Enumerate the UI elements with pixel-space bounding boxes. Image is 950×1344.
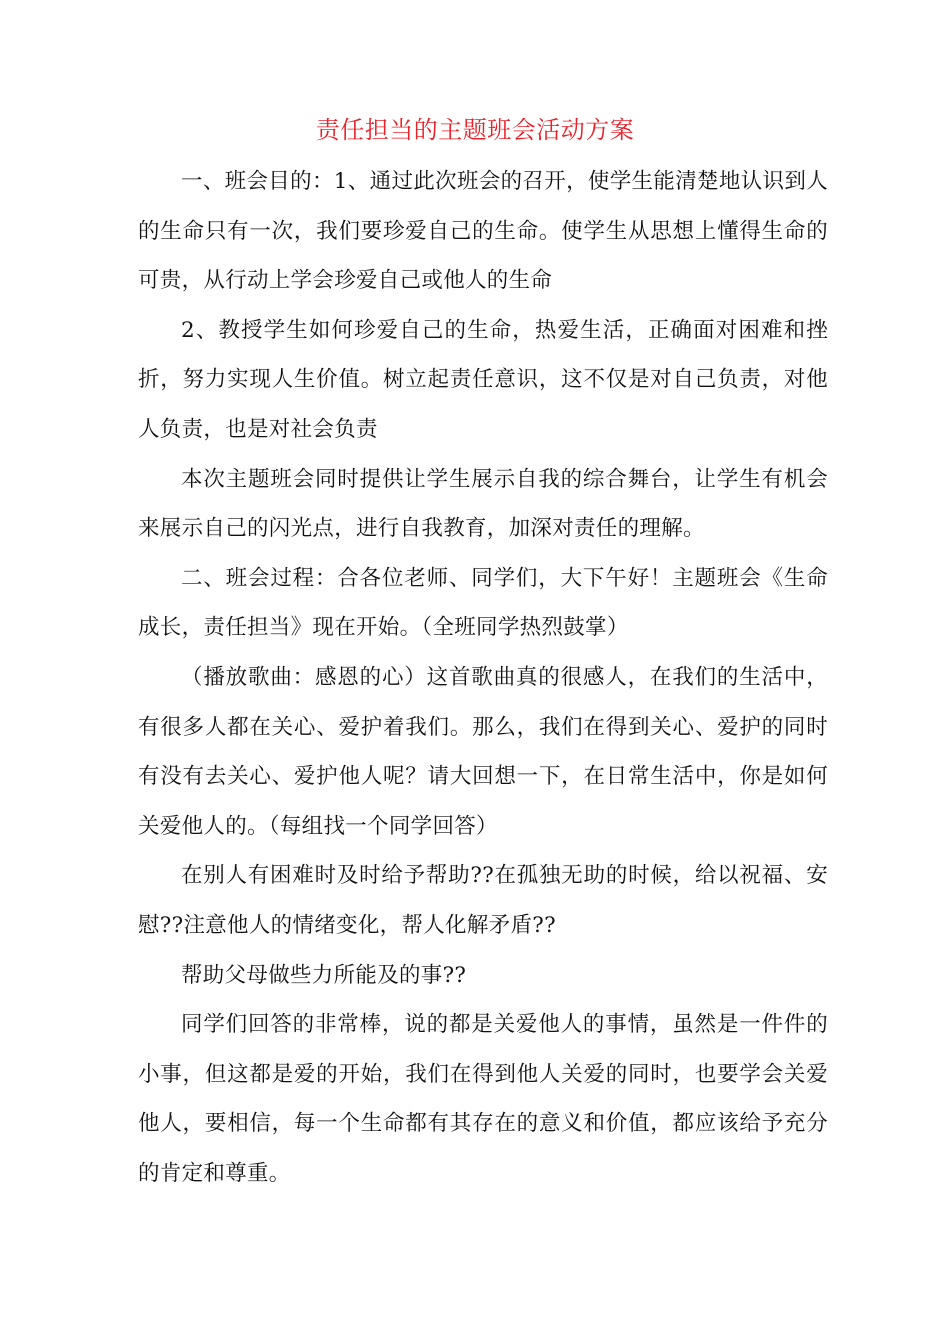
paragraph-song: （播放歌曲：感恩的心）这首歌曲真的很感人，在我们的生活中，有很多人都在关心、爱护着我们。那么，我们在得到关心、爱护的同时有没有去关心、爱护他人呢？请大回想一下，在日常生活中，你是如何关爱他人的。（每组找一个同学回答） xyxy=(138,664,828,839)
paragraph-answer-2: 帮助父母做些力所能及的事?? xyxy=(181,962,467,988)
paragraph-purpose-2: 2、教授学生如何珍爱自己的生命，热爱生活，正确面对困难和挫折，努力实现人生价值。树立起责任意识，这不仅是对自己负责，对他人负责，也是对社会负责 xyxy=(138,317,828,442)
document-title: 责任担当的主题班会活动方案 xyxy=(315,116,635,144)
document-body xyxy=(138,157,828,1198)
paragraph-process: 二、班会过程：合各位老师、同学们，大下午好！主题班会《生命成长，责任担当》现在开始。（全班同学热烈鼓掌） xyxy=(138,565,828,641)
paragraph-purpose-1: 一、班会目的：1、通过此次班会的召开，使学生能清楚地认识到人的生命只有一次，我们要珍爱自己的生命。使学生从思想上懂得生命的可贵，从行动上学会珍爱自己或他人的生命 xyxy=(138,169,828,294)
paragraph-conclusion: 同学们回答的非常棒，说的都是关爱他人的事情，虽然是一件件的小事，但这都是爱的开始，我们在得到他人关爱的同时，也要学会关爱他人，要相信，每一个生命都有其存在的意义和价值，都应该给予充分的肯定和尊重。 xyxy=(138,1012,828,1186)
paragraph-answer-1: 在别人有困难时及时给予帮助??在孤独无助的时候，给以祝福、安慰??注意他人的情绪变化，帮人化解矛盾?? xyxy=(138,863,828,938)
paragraph-stage: 本次主题班会同时提供让学生展示自我的综合舞台，让学生有机会来展示自己的闪光点，进行自我教育，加深对责任的理解。 xyxy=(138,466,828,542)
